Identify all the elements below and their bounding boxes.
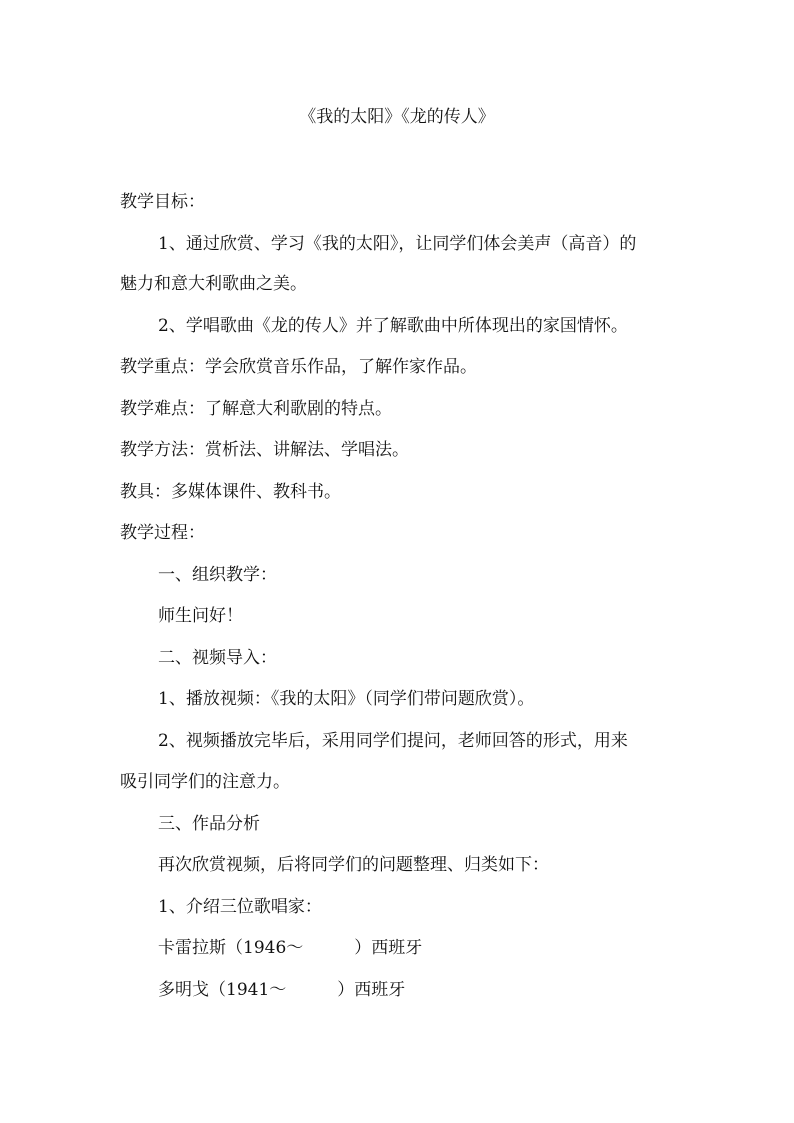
step-1-content: 师生问好！ bbox=[158, 606, 243, 626]
document-title: 《我的太阳》《龙的传人》 bbox=[299, 107, 495, 127]
step-2-item-1: 1、播放视频：《我的太阳》（同学们带问题欣赏）。 bbox=[158, 689, 535, 709]
section-heading-objectives: 教学目标： bbox=[120, 192, 205, 212]
step-3-heading: 三、作品分析 bbox=[158, 814, 260, 834]
step-1-heading: 一、组织教学： bbox=[158, 565, 277, 585]
objective-1-line-1: 1、通过欣赏、学习《我的太阳》，让同学们体会美声（高音）的 bbox=[158, 234, 637, 254]
step-3-intro: 再次欣赏视频，后将同学们的问题整理、归类如下： bbox=[158, 855, 549, 875]
teaching-methods: 教学方法：赏析法、讲解法、学唱法。 bbox=[120, 440, 409, 460]
key-points: 教学重点：学会欣赏音乐作品，了解作家作品。 bbox=[120, 357, 477, 377]
difficult-points: 教学难点：了解意大利歌剧的特点。 bbox=[120, 399, 392, 419]
step-2-heading: 二、视频导入： bbox=[158, 648, 277, 668]
step-3-item-1: 1、介绍三位歌唱家： bbox=[158, 897, 322, 917]
teaching-aids: 教具：多媒体课件、教科书。 bbox=[120, 482, 341, 502]
step-2-item-2-line-1: 2、视频播放完毕后，采用同学们提问，老师回答的形式，用来 bbox=[158, 731, 628, 751]
objective-2: 2、学唱歌曲《龙的传人》并了解歌曲中所体现出的家国情怀。 bbox=[158, 316, 628, 336]
section-heading-process: 教学过程： bbox=[120, 523, 205, 543]
objective-1-line-2: 魅力和意大利歌曲之美。 bbox=[120, 274, 307, 294]
singer-domingo: 多明戈（1941～ ）西班牙 bbox=[158, 980, 406, 1000]
step-2-item-2-line-2: 吸引同学们的注意力。 bbox=[120, 772, 290, 792]
singer-carreras: 卡雷拉斯（1946～ ）西班牙 bbox=[158, 938, 423, 958]
